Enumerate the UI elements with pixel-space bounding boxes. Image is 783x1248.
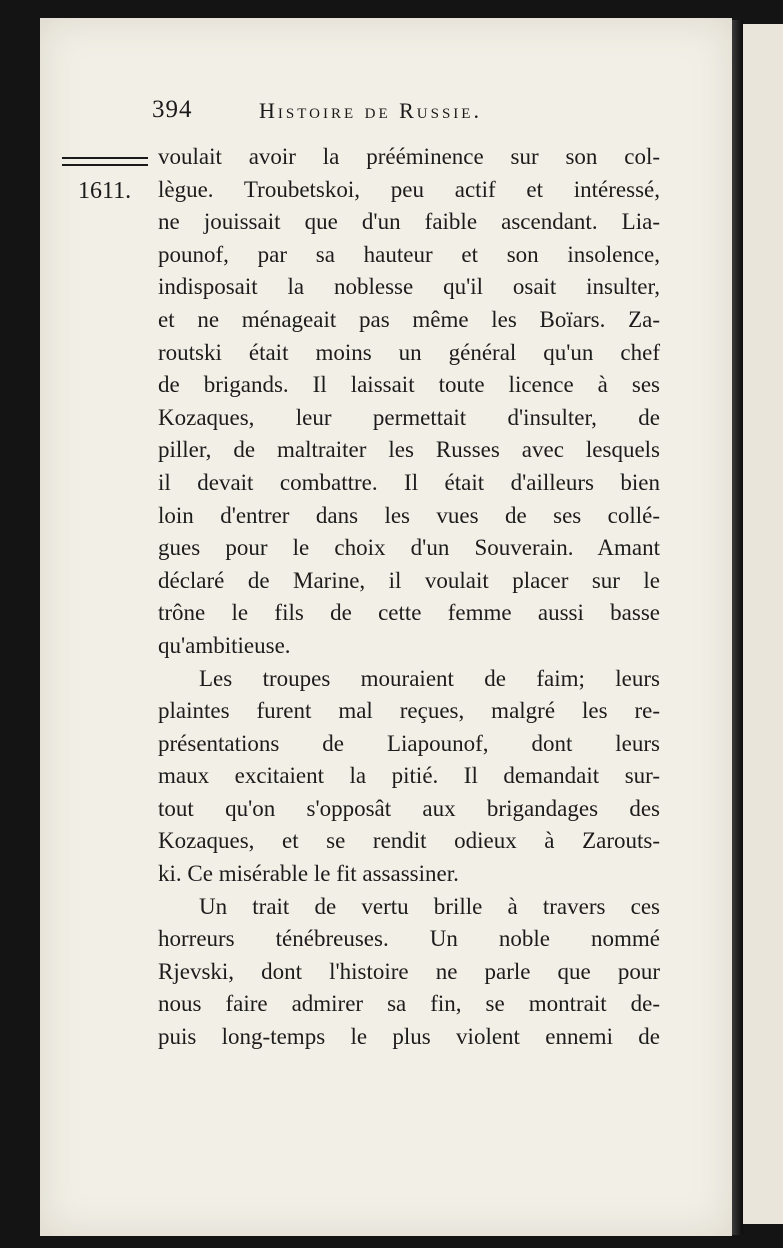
- text-line: horreurs ténébreuses. Un noble nommé: [158, 926, 660, 952]
- text-line: Rjevski, dont l'histoire ne parle que pour: [158, 958, 660, 984]
- page-header: [152, 96, 672, 132]
- body-text: [158, 141, 660, 1054]
- text-line: il devait combattre. Il était d'ailleurs bien: [158, 469, 660, 495]
- text-line: puis long-temps le plus violent ennemi de: [158, 1024, 660, 1050]
- text-line: Les troupes mouraient de faim; leurs: [199, 665, 660, 691]
- text-line: Kozaques, et se rendit odieux à Zarouts-: [158, 828, 660, 854]
- text-line: de brigands. Il laissait toute licence à ses: [158, 372, 660, 398]
- page-number: 394: [152, 96, 193, 123]
- text-line: tout qu'on s'opposât aux brigandages des: [158, 795, 660, 821]
- text-line: routski était moins un général qu'un chef: [158, 339, 660, 365]
- text-line: pounof, par sa hauteur et son insolence,: [158, 241, 660, 267]
- text-line: gues pour le choix d'un Souverain. Amant: [158, 535, 660, 561]
- text-line: et ne ménageait pas même les Boïars. Za-: [158, 306, 660, 332]
- text-line: ki. Ce misérable le fit assassiner.: [158, 861, 459, 887]
- text-line: qu'ambitieuse.: [158, 632, 291, 658]
- margin-rule: [62, 157, 148, 166]
- text-line: Un trait de vertu brille à travers ces: [199, 893, 660, 919]
- book-gutter: [732, 20, 743, 1235]
- text-line: voulait avoir la prééminence sur son col-: [158, 144, 660, 169]
- text-line: loin d'entrer dans les vues de ses collé-: [158, 502, 660, 528]
- text-line: plaintes furent mal reçues, malgré les re-: [158, 698, 660, 724]
- text-line: maux excitaient la pitié. Il demandait sur-: [158, 763, 660, 789]
- text-line: Kozaques, leur permettait d'insulter, de: [158, 404, 660, 430]
- text-line: nous faire admirer sa fin, se montrait de-: [158, 991, 660, 1017]
- text-line: déclaré de Marine, il voulait placer sur le: [158, 567, 660, 593]
- text-line: lègue. Troubetskoi, peu actif et intéressé,: [158, 176, 660, 202]
- text-line: piller, de maltraiter les Russes avec lesquels: [158, 437, 660, 463]
- text-line: trône le fils de cette femme aussi basse: [158, 600, 660, 626]
- running-title: Histoire de Russie.: [259, 98, 482, 123]
- margin-year: 1611.: [78, 178, 132, 204]
- facing-page-edge: [743, 24, 783, 1224]
- text-line: présentations de Liapounof, dont leurs: [158, 730, 660, 756]
- text-line: indisposait la noblesse qu'il osait insulter,: [158, 274, 660, 300]
- text-line: ne jouissait que d'un faible ascendant. Lia-: [158, 209, 660, 235]
